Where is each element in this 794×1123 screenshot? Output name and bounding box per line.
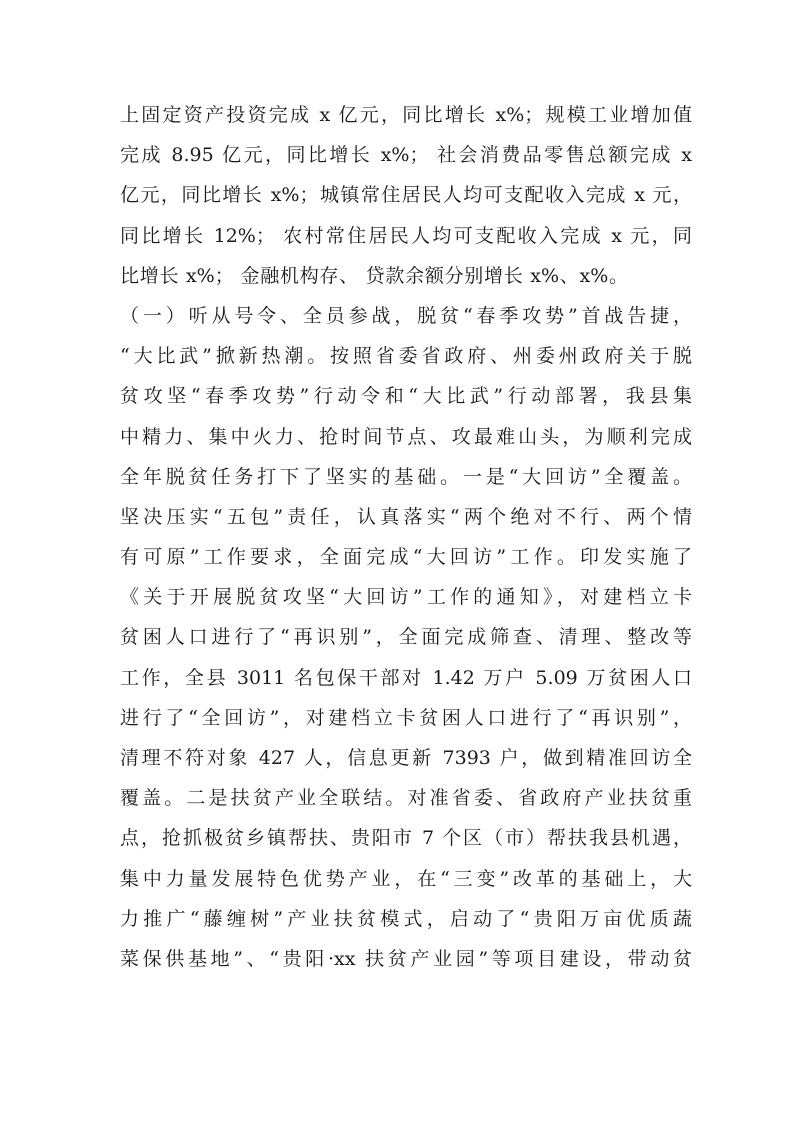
- text-line: （一）听从号令、全员参战，脱贫“春季攻势”首战告捷，: [120, 304, 692, 327]
- text-line: 亿元，同比增长 x%；城镇常住居民人均可支配收入完成 x 元，: [120, 184, 692, 207]
- text-line: 工作，全县 3011 名包保干部对 1.42 万户 5.09 万贫困人口: [120, 666, 692, 689]
- text-line: 点，抢抓极贫乡镇帮扶、贵阳市 7 个区（市）帮扶我县机遇，: [120, 827, 692, 850]
- text-line: 菜保供基地”、“贵阳·xx 扶贫产业园”等项目建设，带动贫: [120, 947, 692, 970]
- text-line: 坚决压实“五包”责任，认真落实“两个绝对不行、两个情: [120, 505, 692, 528]
- text-line: 集中力量发展特色优势产业，在“三变”改革的基础上，大: [120, 867, 692, 890]
- text-line: 《关于开展脱贫攻坚“大回访”工作的通知》，对建档立卡: [120, 586, 692, 609]
- text-line: 贫攻坚“春季攻势”行动令和“大比武”行动部署，我县集: [120, 385, 692, 408]
- text-line: 有可原”工作要求，全面完成“大回访”工作。印发实施了: [120, 546, 692, 569]
- text-line: 力推广“藤缠树”产业扶贫模式，启动了“贵阳万亩优质蔬: [120, 907, 692, 930]
- text-line: 贫困人口进行了“再识别”，全面完成筛查、清理、整改等: [120, 626, 692, 649]
- body-text: [120, 95, 692, 979]
- text-line: “大比武”掀新热潮。按照省委省政府、州委州政府关于脱: [120, 345, 692, 368]
- text-line: 清理不符对象 427 人，信息更新 7393 户，做到精准回访全: [120, 747, 692, 769]
- text-line: 中精力、集中火力、抢时间节点、攻最难山头，为顺利完成: [120, 425, 692, 448]
- text-line: 进行了“全回访”，对建档立卡贫困人口进行了“再识别”，: [120, 706, 692, 729]
- text-line: 覆盖。二是扶贫产业全联结。对准省委、省政府产业扶贫重: [120, 787, 692, 810]
- text-line: 完成 8.95 亿元，同比增长 x%； 社会消费品零售总额完成 x: [120, 144, 692, 167]
- text-line: 比增长 x%； 金融机构存、 贷款余额分别增长 x%、x%。: [120, 264, 628, 287]
- text-line: 全年脱贫任务打下了坚实的基础。一是“大回访”全覆盖。: [120, 465, 692, 488]
- text-line: 上固定资产投资完成 x 亿元，同比增长 x%；规模工业增加值: [120, 104, 692, 126]
- text-line: 同比增长 12%； 农村常住居民人均可支配收入完成 x 元，同: [120, 224, 692, 247]
